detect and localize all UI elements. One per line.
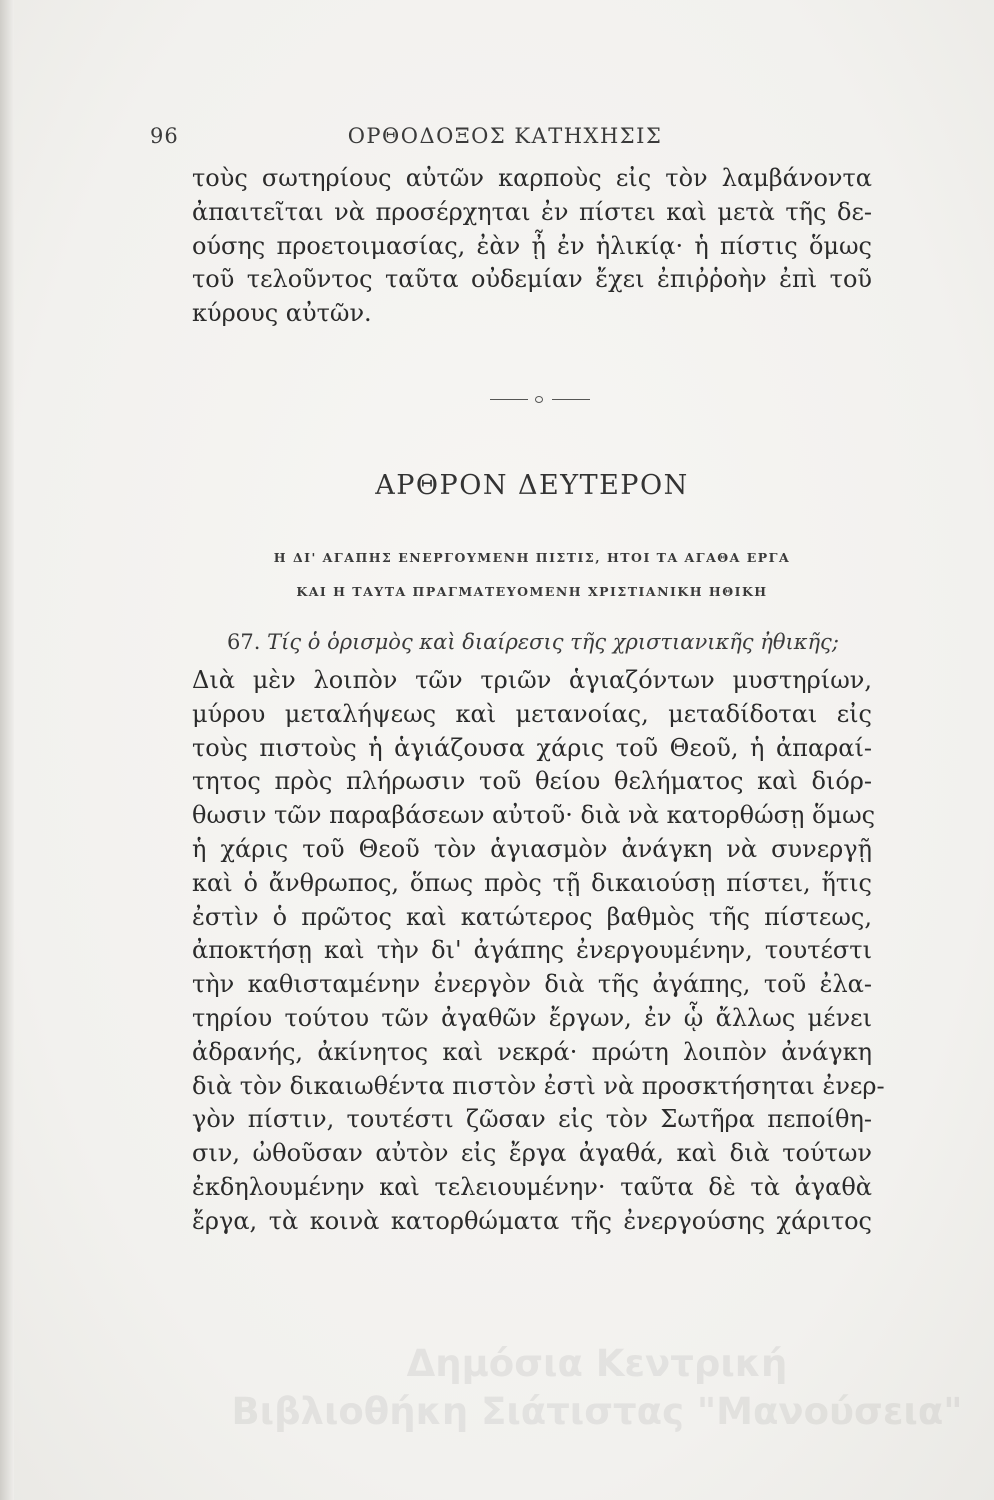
text-line: μύρου μεταλήψεως καὶ μετανοίας, μεταδίδοται εἰς bbox=[192, 699, 872, 728]
text-line: ἔργα, τὰ κοινὰ κατορθώματα τῆς ἐνεργούσης χάριτος bbox=[192, 1206, 872, 1235]
text-line: διὰ τὸν δικαιωθέντα πιστὸν ἐστὶ νὰ προσκτήσηται ἐνερ- bbox=[192, 1071, 885, 1100]
watermark-line: Δημόσια Κεντρική bbox=[406, 1342, 788, 1385]
text-line: καὶ ὁ ἄνθρωπος, ὅπως πρὸς τῇ δικαιούσῃ πίστει, ἥτις bbox=[192, 868, 872, 897]
text-line: ἐκδηλουμένην καὶ τελειουμένην· ταῦτα δὲ τὰ ἀγαθὰ bbox=[192, 1172, 872, 1201]
text-line: ἐστὶν ὁ πρῶτος καὶ κατώτερος βαθμὸς τῆς πίστεως, bbox=[192, 902, 872, 931]
running-title: ΟΡΘΟΔΟΞΟΣ ΚΑΤΗΧΗΣΙΣ bbox=[347, 124, 663, 148]
section-title: ΑΡΘΡΟΝ ΔΕΥΤΕΡΟΝ bbox=[375, 470, 689, 501]
text-line: θωσιν τῶν παραβάσεων αὐτοῦ· διὰ νὰ κατορθώσῃ ὅμως bbox=[192, 801, 876, 830]
text-line: τοῦ τελοῦντος ταῦτα οὐδεμίαν ἔχει ἐπιῤῥοὴν ἐπὶ τοῦ bbox=[192, 265, 872, 294]
text-line: τὴν καθισταμένην ἐνεργὸν διὰ τῆς ἀγάπης, τοῦ ἐλα- bbox=[192, 970, 872, 999]
running-head bbox=[150, 124, 860, 154]
separator-ornament-icon bbox=[535, 396, 543, 403]
question-text: Τίς ὁ ὁρισμὸς καὶ διαίρεσις τῆς χριστιανικῆς ἠθικῆς; bbox=[267, 630, 839, 654]
text-line: γὸν πίστιν, τουτέστι ζῶσαν εἰς τὸν Σωτῆρα πεποίθη- bbox=[192, 1105, 872, 1134]
separator-line-left bbox=[490, 399, 528, 400]
ornamental-separator bbox=[490, 398, 590, 402]
text-line: τοὺς πιστοὺς ἡ ἁγιάζουσα χάρις τοῦ Θεοῦ, ἡ ἀπαραί- bbox=[192, 733, 872, 762]
page-number: 96 bbox=[150, 124, 179, 148]
text-line: τητος πρὸς πλήρωσιν τοῦ θείου θελήματος καὶ διόρ- bbox=[192, 767, 872, 796]
library-watermark bbox=[200, 1340, 994, 1436]
section-subtitle bbox=[192, 541, 872, 609]
text-line: Διὰ μὲν λοιπὸν τῶν τριῶν ἁγιαζόντων μυστηρίων, bbox=[192, 666, 872, 694]
text-line: τηρίου τούτου τῶν ἀγαθῶν ἔργων, ἐν ᾧ ἄλλως μένει bbox=[192, 1003, 872, 1032]
text-line: ούσης προετοιμασίας, ἐὰν ᾖ ἐν ἡλικίᾳ· ἡ πίστις ὅμως bbox=[192, 231, 872, 260]
question-heading bbox=[227, 630, 877, 654]
text-line: ἀποκτήσῃ καὶ τὴν δι' ἀγάπης ἐνεργουμένην, τουτέστι bbox=[192, 936, 872, 965]
separator-line-right bbox=[552, 399, 590, 400]
text-line: ἀπαιτεῖται νὰ προσέρχηται ἐν πίστει καὶ μετὰ τῆς δε- bbox=[192, 197, 872, 226]
text-line: σιν, ὠθοῦσαν αὐτὸν εἰς ἔργα ἀγαθά, καὶ διὰ τούτων bbox=[192, 1139, 872, 1168]
text-line: ἡ χάρις τοῦ Θεοῦ τὸν ἁγιασμὸν ἀνάγκη νὰ συνεργῇ bbox=[192, 834, 872, 863]
body-paragraph bbox=[192, 664, 885, 1239]
intro-paragraph bbox=[192, 162, 872, 331]
text-line: ἀδρανής, ἀκίνητος καὶ νεκρά· πρώτη λοιπὸν ἀνάγκη bbox=[192, 1037, 872, 1066]
section-subtitle-line: Η ΔΙ' ΑΓΑΠΗΣ ΕΝΕΡΓΟΥΜΕΝΗ ΠΙΣΤΙΣ, ΗΤΟΙ ΤΑ ΑΓΑΘΑ ΕΡΓΑ bbox=[273, 550, 791, 565]
watermark-line: Βιβλιοθήκη Σιάτιστας "Μανούσεια" bbox=[231, 1390, 963, 1433]
question-number: 67. bbox=[227, 630, 261, 654]
section-subtitle-line: ΚΑΙ Η ΤΑΥΤΑ ΠΡΑΓΜΑΤΕΥΟΜΕΝΗ ΧΡΙΣΤΙΑΝΙΚΗ ΗΘΙΚΗ bbox=[296, 584, 768, 599]
text-line: κύρους αὐτῶν. bbox=[192, 299, 372, 328]
text-line: τοὺς σωτηρίους αὐτῶν καρποὺς εἰς τὸν λαμβάνοντα bbox=[192, 164, 872, 192]
page-gutter-shadow bbox=[0, 0, 14, 1500]
